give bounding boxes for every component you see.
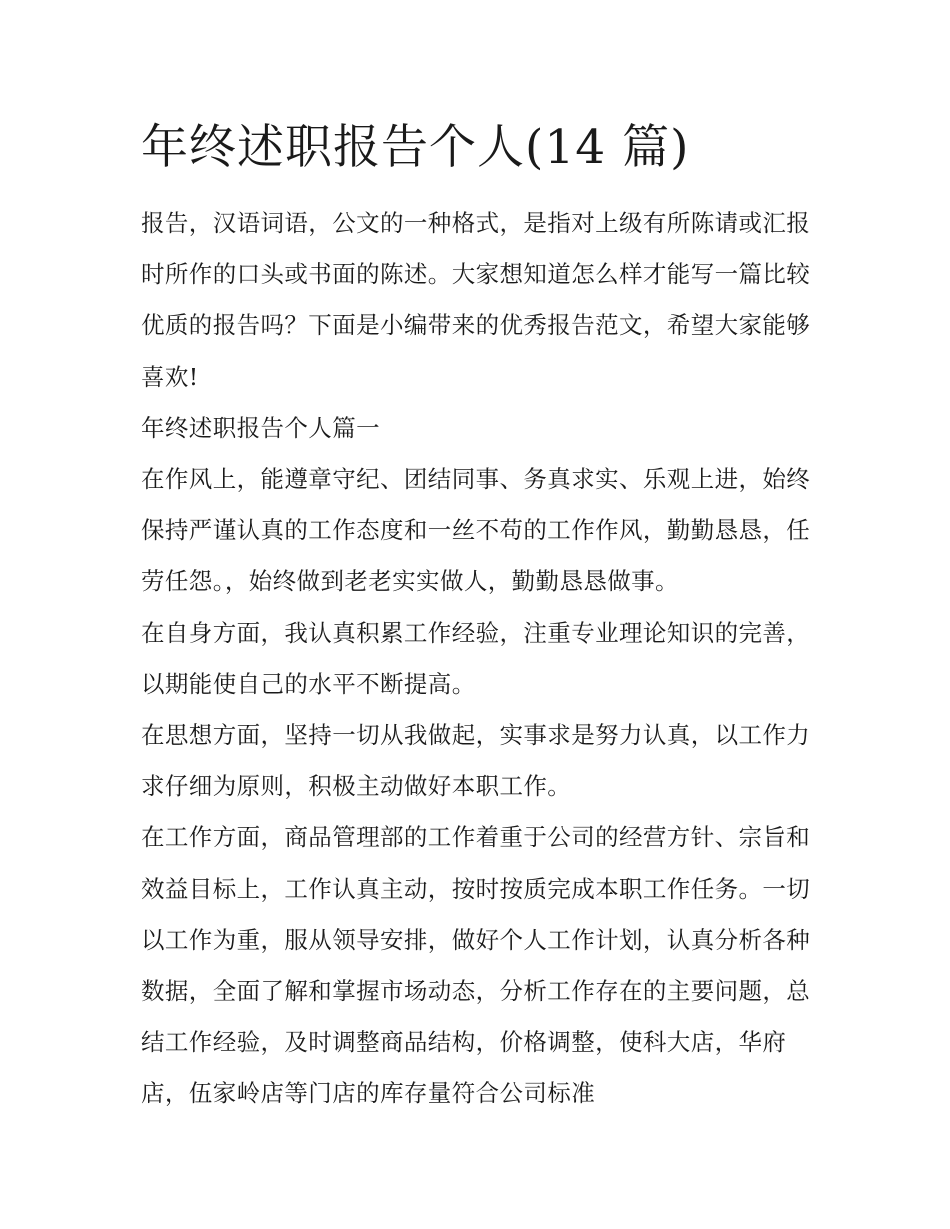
document-title: 年终述职报告个人(14 篇): [141, 120, 690, 175]
document-body: [141, 112, 813, 1120]
section-heading: 年终述职报告个人篇一: [141, 413, 380, 442]
work-style-paragraph: 在作风上，能遵章守纪、团结同事、务真求实、乐观上进，始终保持严谨认真的工作态度和一丝不苟的工作作风，勤勤恳恳，任劳任怨。，始终做到老老实实做人，勤勤恳恳做事。: [141, 465, 811, 596]
thinking-paragraph: 在思想方面，坚持一切从我做起，实事求是努力认真，以工作力求仔细为原则，积极主动做好本职工作。: [141, 721, 811, 801]
intro-paragraph: 报告，汉语词语，公文的一种格式，是指对上级有所陈请或汇报时所作的口头或书面的陈述。大家想知道怎么样才能写一篇比较优质的报告吗？下面是小编带来的优秀报告范文，希望大家能够喜欢!: [141, 209, 811, 391]
work-paragraph: 在工作方面，商品管理部的工作着重于公司的经营方针、宗旨和效益目标上，工作认真主动，按时按质完成本职工作任务。一切以工作为重，服从领导安排，做好个人工作计划，认真分析各种数据，全面了解和掌握市场动态，分析工作存在的主要问题，总结工作经验，及时调整商品结构，价格调整，使科大店，华府店，伍家岭店等门店的库存量符合公司标准: [141, 823, 811, 1108]
self-improvement-paragraph: 在自身方面，我认真积累工作经验，注重专业理论知识的完善，以期能使自己的水平不断提高。: [141, 618, 811, 698]
